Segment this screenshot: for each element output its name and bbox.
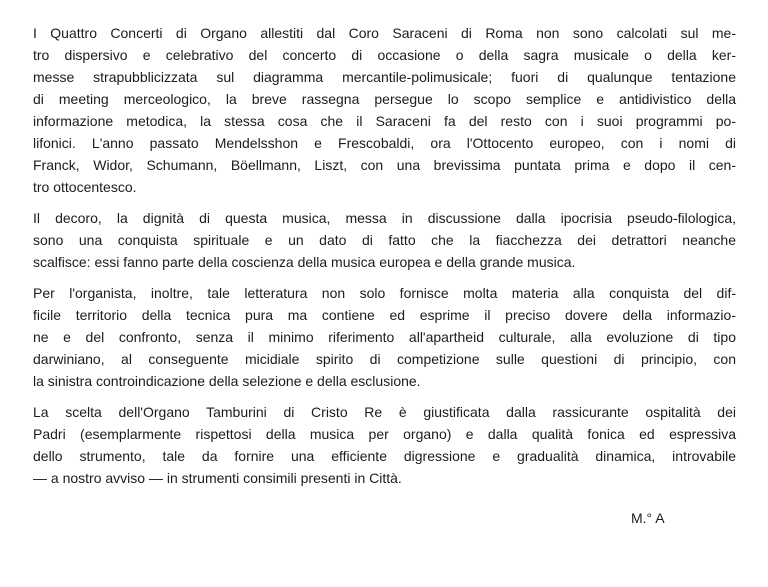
document-body: [33, 22, 736, 498]
text-line: I Quattro Concerti di Organo allestiti dal Coro Saraceni di Roma non sono calcolati sul me-: [33, 25, 736, 41]
paragraph-4: [33, 401, 736, 489]
text-line: tro dispersivo e celebrativo del concerto di occasione o della sagra musicale o della ker-: [33, 47, 736, 63]
text-line: ne e del confronto, senza il minimo riferimento all'apartheid culturale, alla evoluzione di tipo: [33, 329, 736, 345]
text-line: La scelta dell'Organo Tamburini di Cristo Re è giustificata dalla rassicurante ospitalità dei: [33, 404, 736, 420]
paragraph-3: [33, 282, 736, 392]
paragraph-2: [33, 207, 736, 273]
text-line: sono una conquista spirituale e un dato di fatto che la fiacchezza dei detrattori neanche: [33, 232, 736, 248]
text-line: Per l'organista, inoltre, tale letteratura non solo fornisce molta materia alla conquista del dif-: [33, 285, 736, 301]
text-line: Franck, Widor, Schumann, Böellmann, Liszt, con una brevissima puntata prima e dopo il cen-: [33, 157, 736, 173]
text-line: Padri (esemplarmente rispettosi della musica per organo) e dalla qualità fonica ed espressiva: [33, 426, 736, 442]
text-line: dello strumento, tale da fornire una efficiente digressione e gradualità dinamica, introvabile: [33, 448, 736, 464]
text-line: lifonici. L'anno passato Mendelsshon e Frescobaldi, ora l'Ottocento europeo, con i nomi di: [33, 135, 736, 151]
text-line: scalfisce: essi fanno parte della coscienza della musica europea e della grande musica.: [33, 254, 576, 270]
text-line: di meeting merceologico, la breve rassegna persegue lo scopo semplice e antidivistico della: [33, 91, 736, 107]
signature: M.° A: [631, 510, 665, 526]
text-line: darwiniano, al conseguente micidiale spirito di competizione sulle questioni di principio, con: [33, 351, 736, 367]
text-line: la sinistra controindicazione della selezione e della esclusione.: [33, 373, 421, 389]
text-line: tro ottocentesco.: [33, 179, 137, 195]
text-line: informazione metodica, la stessa cosa che il Saraceni fa del resto con i suoi programmi po-: [33, 113, 736, 129]
text-line: messe strapubblicizzata sul diagramma mercantile-polimusicale; fuori di qualunque tentazione: [33, 69, 736, 85]
text-line: Il decoro, la dignità di questa musica, messa in discussione dalla ipocrisia pseudo-filologica,: [33, 210, 736, 226]
text-line: — a nostro avviso — in strumenti consimili presenti in Città.: [33, 470, 402, 486]
text-line: ficile territorio della tecnica pura ma contiene ed esprime il preciso dovere della informazio-: [33, 307, 736, 323]
paragraph-1: [33, 22, 736, 198]
